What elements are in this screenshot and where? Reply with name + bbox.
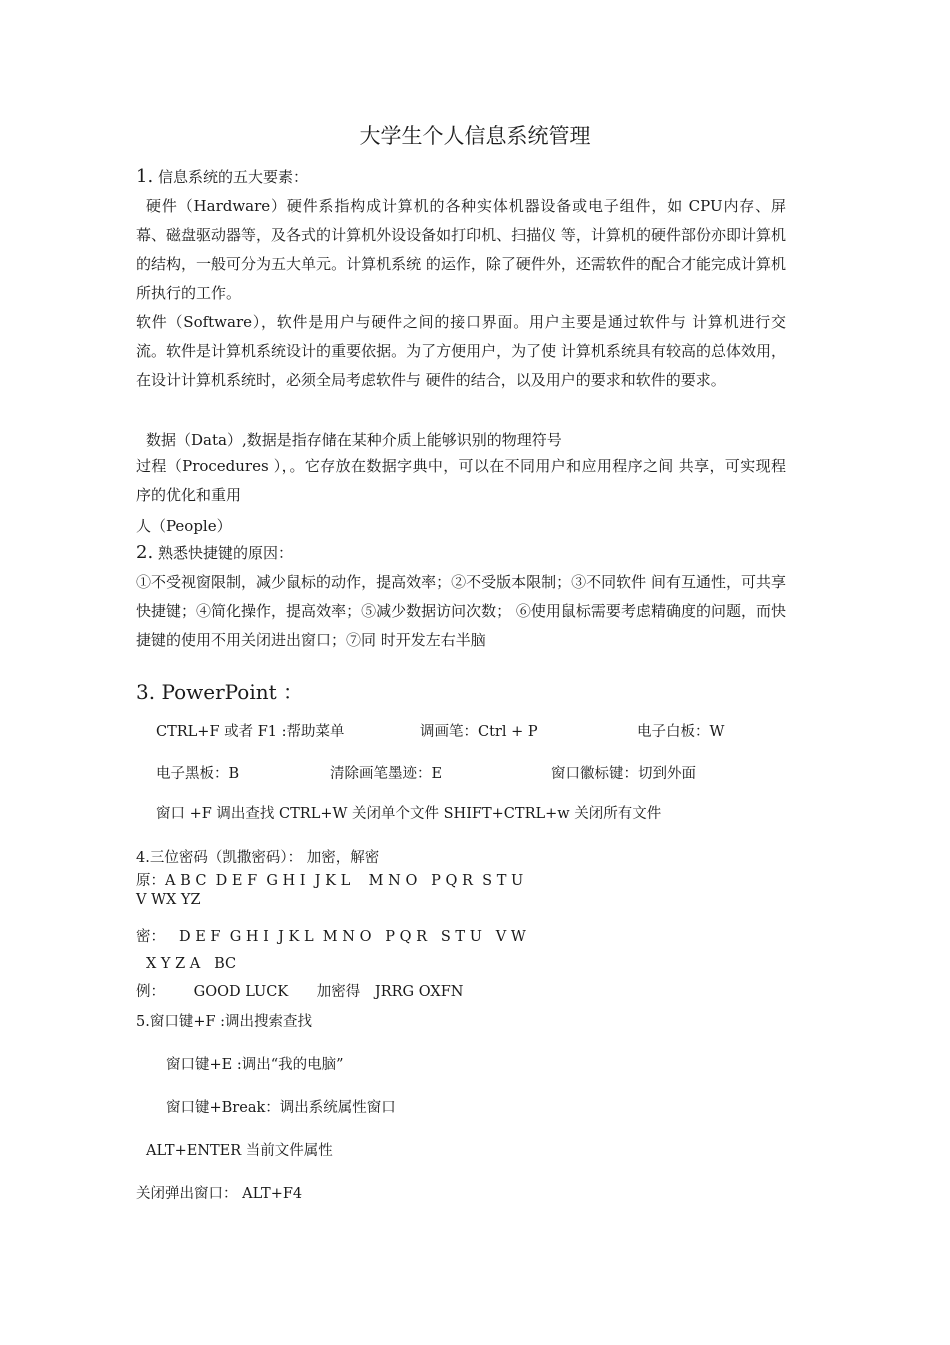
original-alphabet-line1	[136, 869, 523, 890]
ppt-pen-shortcut: 调画笔：Ctrl + P	[420, 724, 538, 740]
original-letters: A B C D E F G H I J K L M N O P Q R S T U	[165, 873, 524, 889]
cipher-alphabet-line2: X Y Z A BC	[146, 956, 237, 972]
section1-heading	[136, 166, 308, 187]
ppt-erase-shortcut: 清除画笔墨迹：E	[330, 766, 443, 782]
ppt-winkey-shortcut: 窗口徽标键：切到外面	[551, 766, 696, 782]
document-title: 大学生个人信息系统管理	[359, 124, 591, 148]
ppt-whiteboard-shortcut: 电子白板：W	[637, 724, 725, 740]
cipher-letters: D E F G H I J K L M N O P Q R S T U V W	[179, 929, 526, 945]
software-paragraph: 软件（Software），软件是用户与硬件之间的接口界面。用户主要是通过软件与 计算机进行交流。软件是计算机系统设计的重要依据。为了方便用户，为了使 计算机系统具有较高的总体效用，在设计计算机系统时，必须全局考虑软件与 硬件的结合，以及用户的要求和软件的要求。	[136, 313, 786, 389]
people-line: 人（People）	[136, 517, 232, 535]
procedures-paragraph: 过程（Procedures ），。它存放在数据字典中，可以在不同用户和应用程序之间 共享，可实现程序的优化和重用	[136, 457, 786, 504]
section2-heading-text: 熟悉快捷键的原因：	[157, 544, 293, 562]
example-ciphertext: JRRG OXFN	[374, 984, 464, 1000]
hardware-paragraph: 硬件（Hardware）硬件系指构成计算机的各种实体机器设备或电子组件，如 CPU内存、屏幕、磁盘驱动器等，及各式的计算机外设设备如打印机、扫描仪 等，计算机的硬件部份亦即计算机的结构，一般可分为五大单元。计算机系统 的运作，除了硬件外，还需软件的配合才能完成计算机所执行的工作。	[136, 197, 786, 302]
section1-heading-text: 信息系统的五大要素：	[157, 168, 308, 186]
example-label: 例：	[136, 984, 165, 1000]
section3-heading: 3. PowerPoint ：	[136, 680, 304, 704]
alt-enter-shortcut: ALT+ENTER 当前文件属性	[146, 1143, 333, 1159]
section5-heading: 5.窗口键+F :调出搜索查找	[136, 1014, 313, 1030]
ppt-blackboard-shortcut: 电子黑板：B	[156, 766, 240, 782]
cipher-example	[136, 980, 463, 1001]
example-plaintext: GOOD LUCK	[193, 984, 289, 1000]
ppt-window-shortcuts: 窗口 +F 调出查找 CTRL+W 关闭单个文件 SHIFT+CTRL+w 关闭所有文件	[156, 806, 662, 822]
section4-heading: 4.三位密码（凯撒密码）： 加密，解密	[136, 850, 380, 866]
data-paragraph: 数据（Data）,数据是指存储在某种介质上能够识别的物理符号	[146, 431, 562, 449]
winkey-e-shortcut: 窗口键+E :调出“我的电脑”	[166, 1057, 344, 1073]
cipher-alphabet-line1	[136, 925, 526, 946]
section2-heading	[136, 542, 293, 563]
ppt-help-shortcut: CTRL+F 或者 F1 :帮助菜单	[156, 724, 345, 740]
original-alphabet-line2: V WX YZ	[136, 892, 201, 908]
section2-heading-number: 2.	[136, 542, 154, 563]
section2-body: ①不受视窗限制，减少鼠标的动作，提高效率；②不受版本限制；③不同软件 间有互通性，可共享快捷键；④简化操作，提高效率；⑤减少数据访问次数； ⑥使用鼠标需要考虑精确度的问题，而快捷键的使用不用关闭进出窗口；⑦同 时开发左右半脑	[136, 573, 786, 649]
section1-heading-number: 1.	[136, 166, 154, 187]
cipher-label: 密：	[136, 929, 165, 945]
alt-f4-shortcut: 关闭弹出窗口： ALT+F4	[136, 1186, 303, 1202]
original-label: 原：	[136, 873, 165, 889]
winkey-break-shortcut: 窗口键+Break：调出系统属性窗口	[166, 1100, 396, 1116]
example-connector: 加密得	[316, 984, 361, 1000]
